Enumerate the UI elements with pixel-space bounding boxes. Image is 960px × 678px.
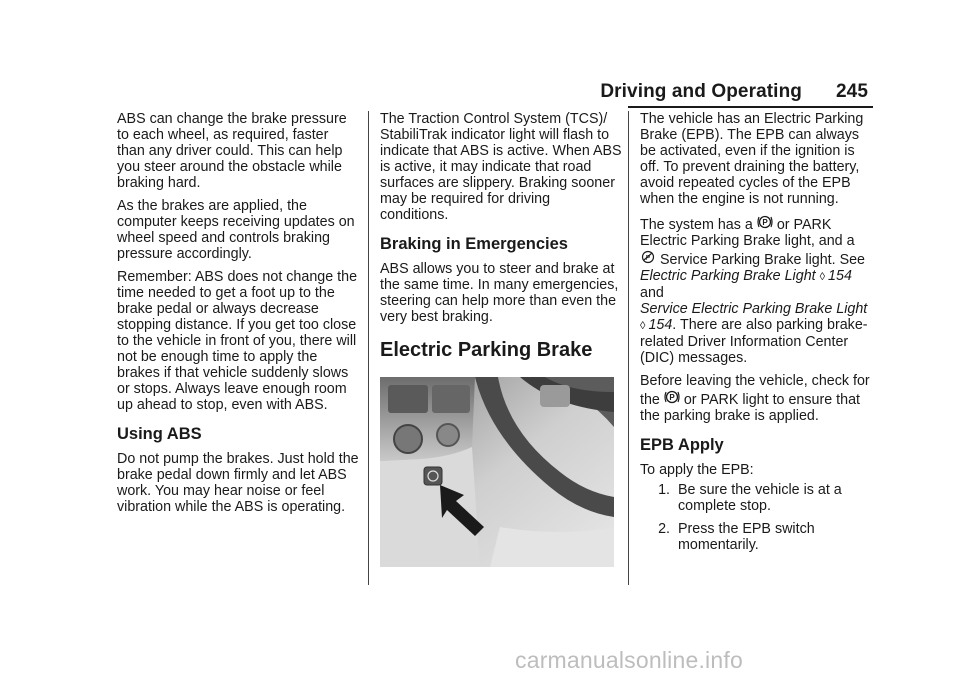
using-abs-paragraph: Do not pump the brakes. Just hold the brake pedal down firmly and let ABS work. You may hear noise or feel vibration while the ABS is operating. (117, 451, 359, 515)
link-service-epb-light[interactable]: Service Electric Parking Brake Light (640, 301, 868, 317)
step-text: Be sure the vehicle is at a complete stop. (678, 482, 842, 514)
service-light-text: Service Parking Brake light. See (659, 252, 866, 268)
svg-text:P: P (645, 255, 651, 262)
heading-using-abs: Using ABS (117, 425, 202, 443)
watermark: carmanualsonline.info (515, 647, 743, 673)
column-divider-1 (368, 111, 369, 585)
abs-paragraph-2: As the brakes are applied, the computer keeps receiving updates on wheel speed and controls braking pressure accordingly. (117, 198, 355, 262)
apply-steps (640, 482, 872, 553)
column-2 (380, 111, 622, 567)
heading-electric-parking-brake: Electric Parking Brake (380, 339, 593, 361)
step-number: 2. (658, 521, 670, 537)
epb-switch-photo (380, 377, 614, 567)
ref-page-2[interactable]: 154 (648, 317, 673, 333)
list-item (640, 521, 872, 553)
abs-paragraph-3: Remember: ABS does not change the time needed to get a foot up to the brake pedal or always decrease stopping distance. If you get too close to the vehicle in front of you, there will not be enough time to apply the brakes if that vehicle suddenly slows or stops. Always leave enough room up ahead to stop, even with ABS. (117, 269, 358, 413)
emergencies-paragraph: ABS allows you to steer and brake at the same time. In many emergencies, steering can help more than even the very best braking. (380, 261, 619, 325)
column-3 (640, 111, 872, 560)
dic-text: . There are also parking brake-related Driver Information Center (DIC) messages. (640, 317, 868, 366)
before-leaving-paragraph (640, 373, 872, 424)
section-title: Driving and Operating (600, 81, 802, 102)
before-leaving-text: Before leaving the vehicle, check for the (640, 373, 870, 408)
park-brake-icon (664, 389, 680, 405)
abs-paragraph-1: ABS can change the brake pressure to each wheel, as required, faster than any driver could. This can help you steer around the obstacle while braking hard. (117, 111, 347, 191)
heading-epb-apply: EPB Apply (640, 436, 724, 454)
link-epb-light[interactable]: Electric Parking Brake Light (640, 268, 816, 284)
service-brake-icon (640, 249, 656, 265)
page-ref-icon: ◊ (819, 271, 826, 283)
tcs-paragraph: The Traction Control System (TCS)/ StabiliTrak indicator light will flash to indicate that ABS is active. When ABS is active, it may indicate that road surfaces are slippery. Braking sooner may be required for driving conditions. (380, 111, 622, 223)
header-rule (628, 106, 873, 108)
svg-text:P: P (762, 218, 768, 227)
page-ref-icon: ◊ (640, 320, 646, 332)
apply-intro: To apply the EPB: (640, 462, 754, 478)
epb-intro-paragraph: The vehicle has an Electric Parking Brake (EPB). The EPB can always be activated, even if the ignition is off. To prevent draining the battery, avoid repeated cycles of the EPB when the engine is not running. (640, 111, 864, 207)
and-text: and (640, 285, 664, 301)
page-number: 245 (835, 81, 868, 102)
heading-braking-emergencies: Braking in Emergencies (380, 235, 568, 253)
system-has-text: The system has a (640, 217, 753, 233)
column-divider-2 (628, 111, 629, 585)
step-text: Press the EPB switch momentarily. (678, 521, 815, 553)
park-light-text: or PARK Electric Parking Brake light, and a (640, 217, 855, 249)
park-brake-icon (757, 214, 773, 230)
ref-page-1[interactable]: 154 (828, 268, 852, 284)
column-1 (117, 111, 359, 522)
list-item (640, 482, 872, 514)
step-number: 1. (658, 482, 670, 498)
epb-lights-paragraph (640, 214, 872, 366)
ensure-text: or PARK light to ensure that the parking brake is applied. (640, 392, 860, 424)
page-header (560, 81, 868, 107)
svg-text:P: P (669, 393, 675, 402)
